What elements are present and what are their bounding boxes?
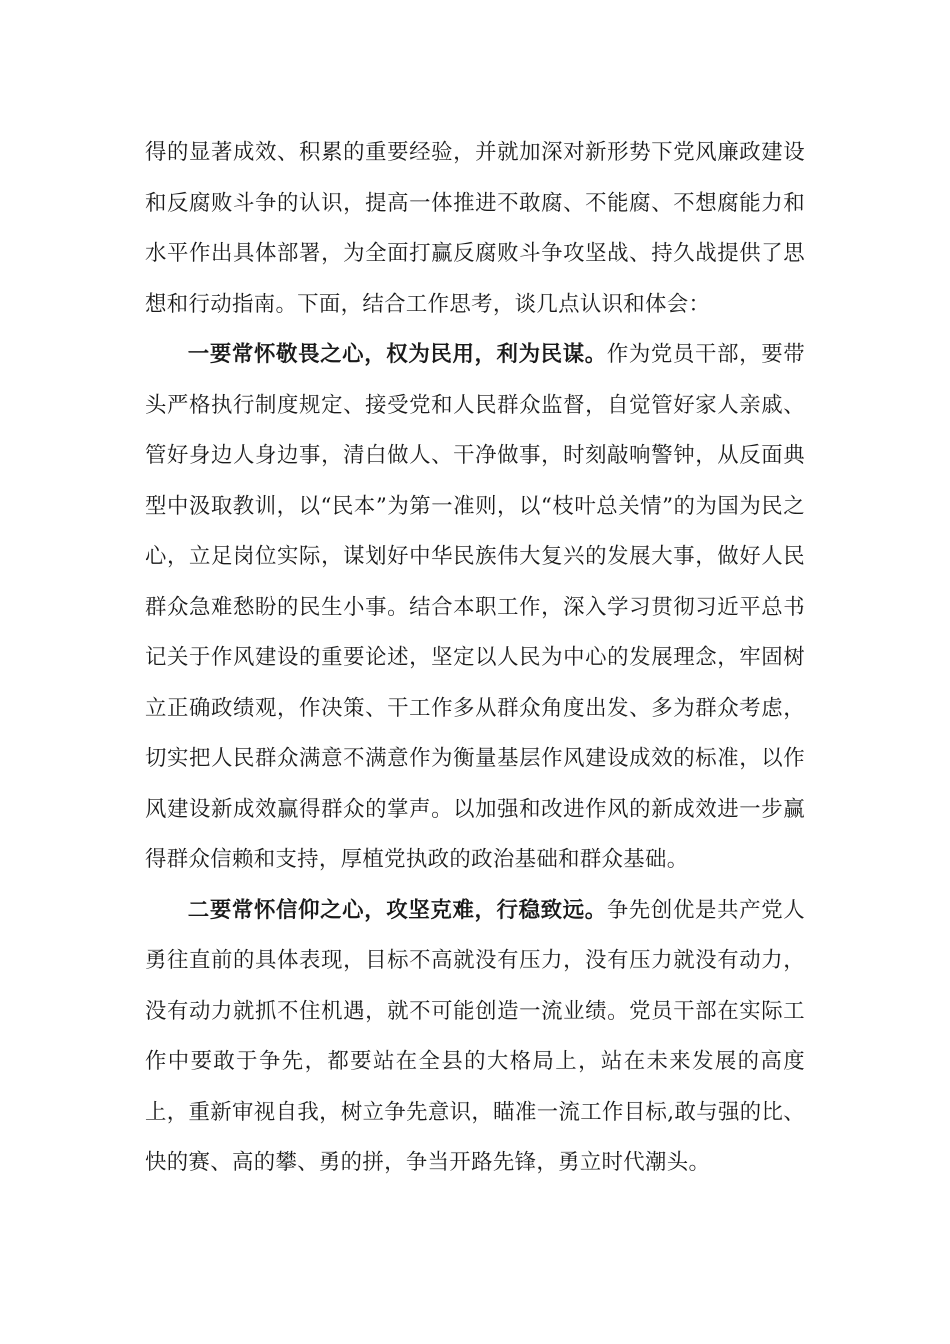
document-body [145, 128, 805, 1189]
paragraph-text: 作为党员干部，要带头严格执行制度规定、接受党和人民群众监督，自觉管好家人亲戚、管好身边人身边事，清白做人、干净做事，时刻敲响警钟，从反面典型中汲取教训，以“民本”为第一准则，以“枝叶总关情”的为国为民之心，立足岗位实际，谋划好中华民族伟大复兴的发展大事，做好人民群众急难愁盼的民生小事。结合本职工作，深入学习贯彻习近平总书记关于作风建设的重要论述，坚定以人民为中心的发展理念，牢固树立正确政绩观，作决策、干工作多从群众角度出发、多为群众考虑，切实把人民群众满意不满意作为衡量基层作风建设成效的标准，以作风建设新成效赢得群众的掌声。以加强和改进作风的新成效进一步赢得群众信赖和支持，厚植党执政的政治基础和群众基础。 [145, 342, 805, 872]
paragraph-lead-heading: 二要常怀信仰之心，攻坚克难，行稳致远。 [187, 897, 607, 923]
paragraph-continuation [145, 128, 805, 330]
paragraph-point-one [145, 330, 805, 886]
paragraph-point-two [145, 886, 805, 1189]
paragraph-lead-heading: 一要常怀敬畏之心，权为民用，利为民谋。 [187, 342, 607, 367]
paragraph-text: 得的显著成效、积累的重要经验，并就加深对新形势下党风廉政建设和反腐败斗争的认识，提高一体推进不敢腐、不能腐、不想腐能力和水平作出具体部署，为全面打赢反腐败斗争攻坚战、持久战提供了思想和行动指南。下面，结合工作思考，谈几点认识和体会： [145, 140, 805, 317]
paragraph-text: 争先创优是共产党人勇往直前的具体表现，目标不高就没有压力，没有压力就没有动力，没有动力就抓不住机遇，就不可能创造一流业绩。党员干部在实际工作中要敢于争先，都要站在全县的大格局上，站在未来发展的高度上，重新审视自我，树立争先意识，瞄准一流工作目标,敢与强的比、快的赛、高的攀、勇的拼，争当开路先锋，勇立时代潮头。 [145, 897, 805, 1175]
